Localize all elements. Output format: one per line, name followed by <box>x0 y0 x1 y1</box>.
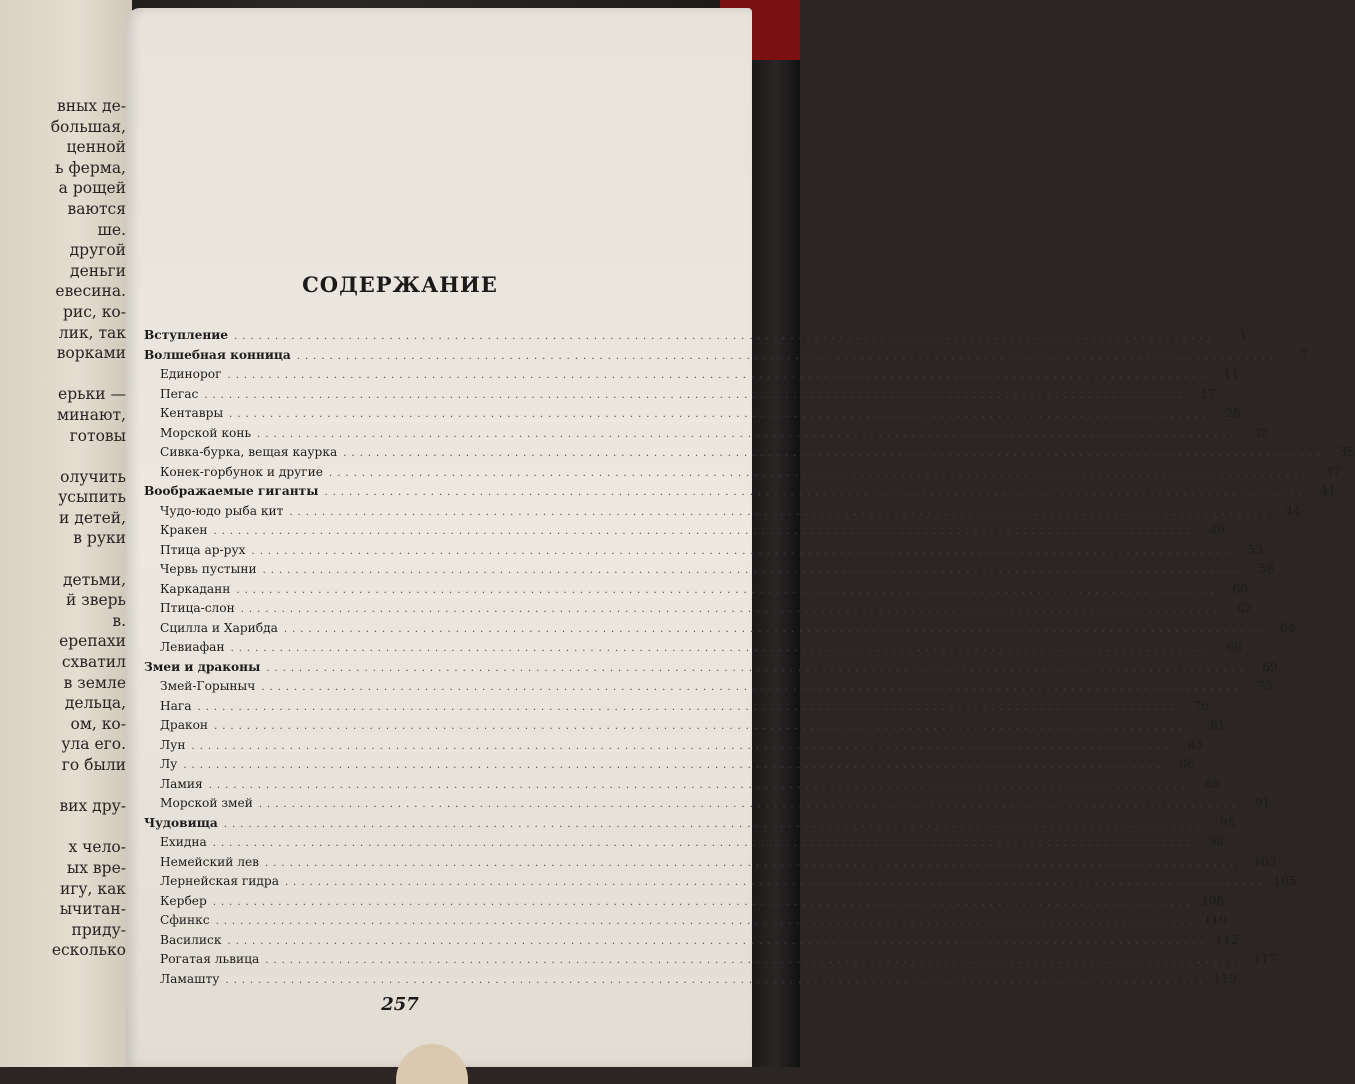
toc-entry <box>144 854 1277 875</box>
toc-entry-page: 83 <box>1187 737 1203 752</box>
toc-entry-page: 110 <box>1203 913 1228 927</box>
left-page-line: в. <box>112 611 126 630</box>
left-page-line: ерьки — <box>58 385 126 404</box>
left-page-line: в руки <box>73 529 126 548</box>
toc-entry-title: Левиафан <box>160 640 225 654</box>
toc-leader-dots: ........................................................................................................................ <box>262 565 1245 576</box>
toc-entry-title: Каркаданн <box>160 581 231 596</box>
toc-entry-title: Лу <box>160 757 178 771</box>
toc-entry <box>144 913 1228 933</box>
toc-entry-title: Ламашту <box>160 971 220 986</box>
toc-entry-title: Кербер <box>160 893 207 908</box>
toc-entry <box>144 425 1269 446</box>
toc-leader-dots: ........................................................................................................................ <box>251 545 1233 557</box>
toc-entry-title: Василиск <box>160 932 222 947</box>
left-page-line <box>0 364 126 385</box>
toc-leader-dots: ........................................................................................................................ <box>214 721 1196 732</box>
toc-leader-dots: ........................................................................................................................ <box>208 779 1191 791</box>
toc-entry-page: 58 <box>1258 562 1275 576</box>
toc-leader-dots: ........................................................................................................................ <box>212 838 1195 849</box>
toc-entry <box>144 640 1243 660</box>
toc-leader-dots: ........................................................................................................................ <box>229 409 1211 420</box>
left-page-line: ворками <box>56 344 126 363</box>
left-page-line: минают, <box>57 405 126 424</box>
toc-entry <box>144 874 1297 894</box>
left-page-line: и детей, <box>59 508 126 527</box>
toc-leader-dots: ........................................................................................................................ <box>225 974 1207 986</box>
toc-entry-page: 117 <box>1253 952 1277 966</box>
table-of-contents <box>144 328 1355 991</box>
toc-entry-page: 88 <box>1204 776 1221 791</box>
toc-entry <box>144 445 1355 465</box>
toc-entry <box>144 328 1246 348</box>
toc-entry-title: Сивка-бурка, вещая каурка <box>160 445 338 459</box>
toc-entry-title: Воображаемые гиганты <box>144 484 319 498</box>
toc-entry <box>144 776 1221 797</box>
left-page-line: ерепахи <box>59 632 126 651</box>
left-page-line <box>0 446 126 467</box>
toc-entry <box>144 523 1225 543</box>
toc-entry-title: Сцилла и Харибда <box>160 620 278 635</box>
toc-entry <box>144 679 1273 699</box>
toc-entry <box>144 757 1195 777</box>
left-page-line: ь ферма, <box>55 158 126 177</box>
left-page-line: ула его. <box>61 735 126 754</box>
toc-entry <box>144 347 1309 368</box>
toc-entry-title: Червь пустыни <box>160 562 257 576</box>
toc-leader-dots: ........................................................................................................................ <box>197 701 1179 713</box>
toc-entry-page: 105 <box>1273 874 1297 888</box>
toc-entry-page: 28 <box>1225 406 1241 420</box>
toc-entry <box>144 581 1248 602</box>
toc-entry-title: Морской змей <box>160 796 253 810</box>
toc-entry-title: Немейский лев <box>160 854 260 869</box>
left-page-line: другой <box>69 241 126 260</box>
left-page-line: игу, как <box>59 879 126 898</box>
toc-leader-dots: ........................................................................................................................ <box>191 740 1173 752</box>
toc-entry-title: Чудовища <box>144 815 218 830</box>
toc-entry-page: 32 <box>1253 425 1269 440</box>
toc-leader-dots: ........................................................................................................................ <box>283 623 1266 635</box>
toc-leader-dots: ........................................................................................................................ <box>230 643 1213 654</box>
toc-entry-page: 108 <box>1201 893 1225 908</box>
left-page-line: усыпить <box>58 488 126 507</box>
toc-entry-title: Волшебная конница <box>144 347 291 362</box>
left-page-line <box>0 549 126 570</box>
toc-entry-title: Кракен <box>160 523 208 537</box>
toc-leader-dots: ........................................................................................................................ <box>296 350 1279 362</box>
left-page-line: приду- <box>71 920 126 939</box>
left-page-line <box>0 776 126 797</box>
toc-leader-dots: ........................................................................................................................ <box>343 448 1325 459</box>
left-page-line: й зверь <box>66 591 126 610</box>
toc-entry-page: 119 <box>1213 971 1237 986</box>
toc-entry <box>144 815 1236 836</box>
toc-entry-page: 76 <box>1193 698 1209 713</box>
toc-leader-dots: ........................................................................................................................ <box>240 604 1223 615</box>
toc-entry-title: Сфинкс <box>160 913 210 927</box>
toc-entry-page: 41 <box>1320 484 1336 498</box>
left-page-line: евесина. <box>55 282 126 301</box>
left-page-line: схватил <box>61 653 126 672</box>
toc-entry-title: Птица-слон <box>160 601 235 615</box>
left-page-line: ом, ко- <box>70 714 126 733</box>
left-page-line: х чело- <box>68 838 126 857</box>
toc-entry-page: 73 <box>1257 679 1273 693</box>
toc-entry-page: 103 <box>1253 854 1277 869</box>
toc-entry <box>144 659 1278 680</box>
toc-entry <box>144 464 1341 485</box>
toc-entry-page: 44 <box>1285 503 1301 518</box>
toc-leader-dots: ........................................................................................................................ <box>227 370 1209 381</box>
toc-entry-page: 7 <box>1300 347 1309 362</box>
toc-leader-dots: ........................................................................................................................ <box>213 526 1195 537</box>
toc-entry-page: 49 <box>1209 523 1225 537</box>
toc-leader-dots: ........................................................................................................................ <box>289 506 1271 518</box>
left-page-line: го были <box>61 756 126 774</box>
toc-entry-page: 53 <box>1247 542 1263 557</box>
toc-entry-title: Ламия <box>160 776 203 791</box>
toc-leader-dots: ........................................................................................................................ <box>215 916 1198 927</box>
left-page-line: большая, <box>50 117 126 136</box>
toc-entry-page: 95 <box>1219 815 1236 830</box>
toc-leader-dots: ........................................................................................................................ <box>204 389 1186 401</box>
toc-entry <box>144 698 1209 719</box>
toc-entry-title: Вступление <box>144 328 229 342</box>
left-page-line: детьми, <box>62 570 126 589</box>
toc-entry-page: 64 <box>1279 620 1296 635</box>
toc-entry <box>144 542 1263 563</box>
toc-leader-dots: ........................................................................................................................ <box>261 682 1243 693</box>
toc-entry-title: Ехидна <box>160 835 207 849</box>
toc-entry <box>144 971 1237 992</box>
left-page-line: вих дру- <box>59 797 126 816</box>
toc-entry-title: Единорог <box>160 367 222 381</box>
toc-entry-page: 60 <box>1232 581 1248 596</box>
left-page-line: в земле <box>63 673 126 692</box>
toc-entry <box>144 932 1239 953</box>
toc-leader-dots: ........................................................................................................................ <box>227 935 1209 947</box>
left-page-line: есколько <box>51 941 126 960</box>
toc-entry-page: 62 <box>1236 601 1253 615</box>
toc-entry <box>144 835 1225 855</box>
toc-entry-title: Змеи и драконы <box>144 659 261 674</box>
left-page-line: рис, ко- <box>62 302 126 321</box>
toc-entry-title: Пегас <box>160 386 199 401</box>
left-page-line: дельца, <box>64 694 126 713</box>
toc-entry-title: Дракон <box>160 718 209 732</box>
toc-entry <box>144 952 1277 972</box>
left-page-line: лик, так <box>58 323 126 342</box>
page-number: 257 <box>381 994 419 1015</box>
left-page-line: деньги <box>70 261 126 280</box>
toc-leader-dots: ........................................................................................................................ <box>258 799 1241 810</box>
left-page-line <box>0 817 126 838</box>
left-page-line: готовы <box>69 426 126 445</box>
toc-entry-page: 91 <box>1254 796 1271 810</box>
toc-leader-dots: ........................................................................................................................ <box>223 818 1206 830</box>
toc-entry-title: Лун <box>160 737 186 752</box>
toc-entry-page: 3 <box>1237 328 1246 342</box>
toc-entry-title: Чудо-юдо рыба кит <box>160 503 284 518</box>
toc-entry-page: 37 <box>1324 464 1341 479</box>
left-page-line: олучить <box>60 467 126 486</box>
toc-entry <box>144 503 1301 524</box>
toc-entry-page: 98 <box>1208 835 1225 849</box>
page-title: СОДЕРЖАНИЕ <box>302 272 498 297</box>
toc-entry-title: Нага <box>160 698 192 713</box>
toc-leader-dots: ........................................................................................................................ <box>236 584 1218 596</box>
toc-entry-title: Кентавры <box>160 406 224 420</box>
toc-entry <box>144 620 1296 641</box>
left-page-line: ычитан- <box>59 900 126 919</box>
toc-leader-dots: ........................................................................................................................ <box>265 955 1247 966</box>
toc-leader-dots: ........................................................................................................................ <box>234 331 1216 342</box>
toc-leader-dots: ........................................................................................................................ <box>265 857 1247 869</box>
left-page-line: а рощей <box>58 179 126 198</box>
toc-entry <box>144 484 1336 504</box>
toc-entry <box>144 406 1241 426</box>
left-page-line: ваются <box>67 199 126 218</box>
toc-entry-page: 11 <box>1223 367 1239 381</box>
left-page-text <box>0 96 126 961</box>
toc-entry-title: Морской конь <box>160 425 252 440</box>
toc-entry-page: 86 <box>1179 757 1195 771</box>
toc-entry-page: 112 <box>1215 932 1239 947</box>
toc-entry-title: Рогатая львица <box>160 952 260 966</box>
toc-entry-page: 35 <box>1339 445 1355 459</box>
toc-entry <box>144 893 1225 914</box>
toc-entry <box>144 737 1203 758</box>
toc-entry-title: Птица ар-рух <box>160 542 246 557</box>
toc-leader-dots: ........................................................................................................................ <box>257 428 1239 440</box>
toc-entry-page: 69 <box>1262 659 1278 674</box>
toc-leader-dots: ........................................................................................................................ <box>285 877 1267 888</box>
toc-entry <box>144 601 1253 621</box>
toc-entry <box>144 562 1275 582</box>
left-page <box>0 0 132 1067</box>
toc-leader-dots: ........................................................................................................................ <box>212 896 1195 908</box>
toc-entry-page: 68 <box>1226 640 1243 654</box>
toc-entry-title: Лернейская гидра <box>160 874 279 888</box>
toc-entry <box>144 718 1226 738</box>
toc-entry-title: Конек-горбунок и другие <box>160 464 324 479</box>
toc-entry-title: Змей-Горыныч <box>160 679 256 693</box>
toc-entry-page: 17 <box>1200 386 1216 401</box>
left-page-line: ше. <box>97 220 126 239</box>
toc-leader-dots: ........................................................................................................................ <box>324 487 1306 498</box>
left-page-line: ценной <box>66 138 126 157</box>
toc-leader-dots: ........................................................................................................................ <box>183 760 1165 771</box>
toc-entry-page: 81 <box>1210 718 1226 732</box>
toc-entry <box>144 796 1271 816</box>
toc-entry <box>144 367 1239 387</box>
toc-leader-dots: ........................................................................................................................ <box>329 467 1311 479</box>
left-page-line: вных де- <box>56 97 126 115</box>
left-page-line: ых вре- <box>66 858 126 877</box>
toc-entry <box>144 386 1216 407</box>
toc-leader-dots: ........................................................................................................................ <box>266 662 1248 674</box>
